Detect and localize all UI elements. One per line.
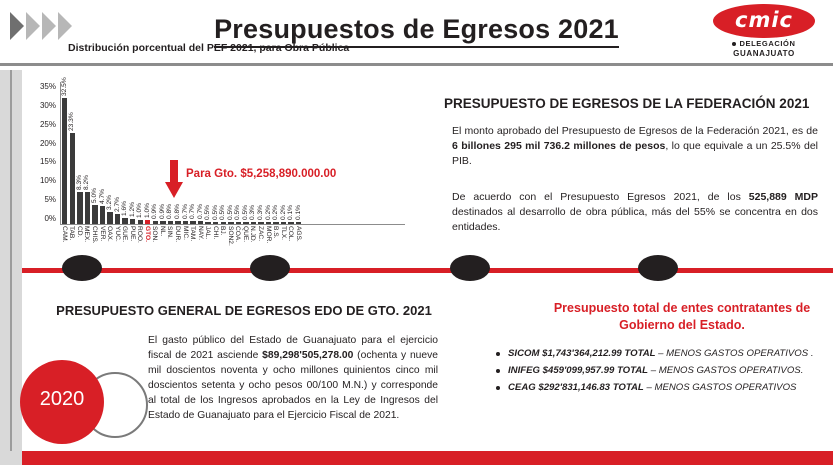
chart-bar-column — [159, 83, 167, 224]
header — [0, 0, 833, 70]
red-arrow-icon — [165, 160, 183, 200]
list-item — [494, 363, 830, 380]
chart-bar-value-label: 0.5% — [234, 204, 242, 220]
chart-x-tick: OAX. — [106, 226, 114, 242]
chart-bar — [190, 221, 195, 224]
chart-x-tick: ROO. — [136, 226, 144, 243]
chart-bar-value-label: 2.7% — [113, 196, 121, 212]
chart-y-tick: 30% — [39, 100, 56, 110]
chart-bar-value-label: 0.7% — [189, 204, 197, 220]
chart-bar-column — [295, 83, 303, 224]
chart-bar-column — [280, 83, 288, 224]
entities-budget-list — [494, 346, 830, 396]
fb-p1-c: , lo que equivale a un 25.5% del PIB. — [452, 139, 819, 167]
chart-bar-column — [250, 83, 258, 224]
chart-bar-value-label: 1.0% — [136, 203, 144, 219]
entities-budget-title: Presupuesto total de entes contratantes de Gobierno del Estado. — [553, 301, 811, 332]
chart-bar — [85, 192, 90, 224]
chart-bar-value-label: 0.3% — [249, 204, 257, 220]
chart-x-tick: BJ. — [219, 226, 227, 236]
chart-x-tick: AGS. — [294, 226, 302, 242]
chart-x-tick: DUR. — [173, 226, 181, 243]
arrow-head — [165, 182, 183, 198]
chart-bar — [107, 212, 112, 224]
chart-bar — [296, 222, 301, 224]
chart-x-tick: COL. — [287, 226, 295, 242]
chart-bar — [77, 192, 82, 224]
chart-x-tick: TAM. — [189, 226, 197, 242]
chart-x-label-column — [241, 225, 249, 271]
chart-x-tick: SIN. — [166, 226, 174, 239]
chart-x-label-column — [158, 225, 166, 271]
chart-bar-column — [76, 83, 84, 224]
list-item — [494, 346, 830, 363]
chart-bar — [243, 222, 248, 224]
logo-subtitle-2: GUANAJUATO — [733, 49, 795, 58]
chart-bar-column — [91, 83, 99, 224]
chart-x-label-column — [188, 225, 196, 271]
chart-bar-value-label: 0.5% — [211, 204, 219, 220]
chart-bar-column — [182, 83, 190, 224]
sb-a: El gasto público del Estado de Guanajuato para el ejercicio fiscal de 2021 asciende — [148, 335, 438, 361]
chart-bar-column — [69, 83, 77, 224]
sb-b: $89,298'505,278.00 — [262, 349, 354, 361]
chart-bar-column — [204, 83, 212, 224]
list-item — [494, 380, 830, 397]
chart-x-tick: B.S. — [272, 226, 280, 239]
chart-bar — [221, 222, 226, 224]
footer-bar-left-cap — [0, 451, 22, 465]
federation-budget-paragraph-2 — [452, 190, 818, 235]
chart-bar-column — [167, 83, 175, 224]
chart-bar-value-label: 0.2% — [272, 204, 280, 220]
chart-bar-value-label: 0.5% — [219, 204, 227, 220]
chart-bar — [205, 222, 210, 224]
chart-bar-value-label: 0.7% — [181, 204, 189, 220]
chart-x-label-column — [135, 225, 143, 271]
chart-bar — [198, 221, 203, 224]
timeline-node — [250, 255, 290, 281]
chart-bar-value-label: 1.0% — [143, 203, 151, 219]
chart-bar — [281, 222, 286, 224]
chart-y-tick: 25% — [39, 119, 56, 129]
chart-bar — [213, 222, 218, 224]
chart-x-tick: TLX. — [279, 226, 287, 240]
chart-x-label-column — [105, 225, 113, 271]
state-budget-paragraph — [148, 334, 438, 424]
chart-x-tick: YUC. — [113, 226, 121, 242]
chart-x-axis-labels — [60, 225, 404, 271]
chart-bar-value-label: 0.3% — [256, 204, 264, 220]
chart-x-tick: NL. — [158, 226, 166, 237]
chart-x-label-column — [151, 225, 159, 271]
chart-bar-column — [174, 83, 182, 224]
chart-x-tick: CHIS. — [90, 226, 98, 244]
chart-bar — [228, 222, 233, 224]
footer-bar — [0, 451, 833, 465]
chart-x-tick: SON2. — [226, 226, 234, 246]
chart-bar-column — [106, 83, 114, 224]
chart-bar — [92, 205, 97, 224]
chart-bar-column — [227, 83, 235, 224]
state-budget-title: PRESUPUESTO GENERAL DE EGRESOS EDO DE GTO. 2021 — [56, 303, 432, 318]
list-item-bold: INIFEG $459'099,957.99 TOTAL — [508, 364, 649, 376]
chart-bar-value-label: 8.3% — [75, 174, 83, 190]
chart-y-tick: 20% — [39, 138, 56, 148]
chart-x-label-column — [196, 225, 204, 271]
left-sidebar-line — [10, 70, 12, 465]
chart-x-tick: MIC. — [181, 226, 189, 240]
chart-bar-column — [212, 83, 220, 224]
chart-x-tick: GTO. — [143, 226, 151, 242]
list-item-rest: – MENOS GASTOS OPERATIVOS . — [655, 348, 814, 359]
chart-x-tick: MEX. — [83, 226, 91, 243]
list-item-rest: – MENOS GASTOS OPERATIVOS. — [648, 364, 804, 376]
timeline-node — [62, 255, 102, 281]
chart-bar-value-label: 0.8% — [173, 203, 181, 219]
logo-subtitle-1-text: DELEGACIÓN — [739, 39, 796, 48]
chart-bar — [266, 222, 271, 224]
chart-bar-value-label: 8.2% — [83, 175, 91, 191]
chart-bar-column — [152, 83, 160, 224]
chart-bar-column — [189, 83, 197, 224]
chart-bar-value-label: 1.2% — [128, 202, 136, 218]
chart-bar-value-label: 0.9% — [151, 203, 159, 219]
chart-y-tick: 15% — [39, 157, 56, 167]
chart-bar-value-label: 0.5% — [204, 204, 212, 220]
federation-budget-paragraph-1 — [452, 124, 818, 169]
chart-bar-column — [235, 83, 243, 224]
chart-bar — [145, 220, 150, 224]
sb-d: y corresponde al total de los Ingresos aprobados en la Ley de Ingresos del Estado de Guanajuato para el Ejercicio Fiscal de 2021. — [148, 379, 438, 421]
logo-subtitle-1 — [699, 39, 829, 48]
chart-bar-value-label: 0.1% — [287, 204, 295, 220]
chart-x-label-column — [181, 225, 189, 271]
chart-x-tick: ZAC. — [256, 226, 264, 242]
chart-x-label-column — [226, 225, 234, 271]
chart-x-tick: GUE. — [121, 226, 129, 243]
chart-bar — [175, 221, 180, 224]
chart-bar — [168, 221, 173, 224]
chart-x-label-column — [143, 225, 151, 271]
chart-bar-column — [219, 83, 227, 224]
chart-bar-value-label: 0.5% — [241, 204, 249, 220]
fb-p2-a: De acuerdo con el Presupuesto Egresos 2021, de los — [452, 191, 749, 203]
chart-y-axis — [26, 82, 58, 224]
chart-x-tick: VER. — [98, 226, 106, 242]
bullet-dot-icon — [732, 42, 736, 46]
chart-x-tick: PUE. — [128, 226, 136, 242]
chart-x-tick: TAB. — [68, 226, 76, 241]
chart-x-tick: COA. — [234, 226, 242, 243]
chart-bar-value-label: 0.1% — [294, 204, 302, 220]
chart-caption: Distribución porcentual del PEF 2021, para Obra Pública — [68, 42, 350, 54]
chart-bar — [273, 222, 278, 224]
chart-bar — [115, 214, 120, 224]
fb-p2-b: 525,889 MDP — [748, 191, 818, 203]
arrow-stem — [170, 160, 178, 184]
chart-bar-value-label: 0.5% — [226, 204, 234, 220]
chart-x-tick: CD. — [75, 226, 83, 238]
chart-bar-column — [257, 83, 265, 224]
timeline-bar — [22, 268, 833, 273]
chart-bar — [183, 221, 188, 224]
chart-bar — [100, 206, 105, 224]
chart-bar — [138, 220, 143, 224]
chart-bar — [122, 218, 127, 224]
page-title-text: Presupuestos de Egresos 2021 — [214, 14, 619, 48]
chart-bar-column — [60, 77, 69, 224]
chart-bar-column — [287, 83, 295, 224]
federation-budget-title: PRESUPUESTO DE EGRESOS DE LA FEDERACIÓN 2021 — [444, 96, 810, 111]
chart-y-tick: 0% — [44, 214, 56, 223]
chart-x-tick: CAM. — [60, 226, 68, 243]
chart-y-tick: 5% — [44, 195, 56, 205]
chart-x-tick: N.JD. — [249, 226, 257, 243]
chart-bar-value-label: 0.2% — [264, 204, 272, 220]
fb-p1-b: 6 billones 295 mil 736.2 millones de pesos — [452, 139, 666, 152]
chart-bar-value-label: 1.6% — [121, 200, 129, 216]
chart-x-label-column — [234, 225, 242, 271]
chart-x-label-column — [218, 225, 226, 271]
chart-x-label-column — [211, 225, 219, 271]
chart-x-tick: JAL. — [204, 226, 212, 240]
chart-bar-column — [272, 83, 280, 224]
logo-brand-text: cmic — [735, 8, 793, 32]
chart-bar — [70, 133, 75, 224]
pef-distribution-chart — [26, 77, 406, 252]
chart-bar — [236, 222, 241, 224]
timeline-node — [450, 255, 490, 281]
chart-bar-value-label: 0.7% — [196, 204, 204, 220]
chart-x-tick: SON. — [151, 226, 159, 243]
chart-x-tick: CHI. — [211, 226, 219, 240]
chart-bar — [130, 219, 135, 224]
chart-x-label-column — [166, 225, 174, 271]
chart-x-tick: MOR. — [264, 226, 272, 244]
chart-x-label-column — [173, 225, 181, 271]
chart-bar — [258, 222, 263, 224]
chart-bar-column — [144, 83, 152, 224]
chart-y-tick: 10% — [39, 176, 56, 186]
timeline-node — [638, 255, 678, 281]
sb-c: (ochenta y nueve mil doscientos noventa y ocho millones quinientos cinco mil doscientos setenta y ocho pesos 00/100 M.N.) — [148, 349, 439, 391]
chart-bar-column — [197, 83, 205, 224]
chart-bar-value-label: 0.8% — [166, 203, 174, 219]
chart-bar-value-label: 5.0% — [90, 187, 98, 203]
logo-oval-shape — [713, 4, 815, 38]
chart-bar-value-label: 0.2% — [279, 204, 287, 220]
year-badge-label: 2020 — [39, 388, 85, 410]
chart-x-label-column — [113, 225, 121, 271]
list-item-bold: SICOM $1,743'364,212.99 TOTAL — [508, 348, 656, 359]
chart-x-tick: NAY. — [196, 226, 204, 241]
chart-bar — [160, 221, 165, 224]
chart-bar-column — [265, 83, 273, 224]
fb-p2-c: destinados al desarrollo de obra pública, más del 55% se concentra en dos entidades. — [452, 205, 818, 233]
chart-x-label-column — [120, 225, 128, 271]
list-item-rest: – MENOS GASTOS OPERATIVOS — [643, 381, 797, 393]
chart-bar-value-label: 32.5% — [60, 77, 68, 96]
chart-x-label-column — [294, 225, 302, 271]
chart-bars — [60, 77, 405, 224]
list-item-bold: CEAG $292'831,146.83 TOTAL — [508, 381, 644, 393]
header-divider — [0, 63, 833, 66]
chart-x-label-column — [128, 225, 136, 271]
chart-bar-column — [242, 83, 250, 224]
chart-bar — [251, 222, 256, 224]
gto-budget-callout: Para Gto. $5,258,890.000.00 — [186, 168, 337, 180]
chart-bar — [62, 98, 67, 224]
chart-bar-column — [121, 83, 129, 224]
chart-bar — [153, 221, 158, 224]
chart-bar — [288, 222, 293, 224]
chart-plot-area — [60, 77, 405, 225]
cmic-logo — [699, 2, 827, 64]
chart-bar-value-label: 4.7% — [98, 188, 106, 204]
chart-bar-value-label: 0.9% — [158, 203, 166, 219]
chart-x-tick: QUE. — [241, 226, 249, 243]
chart-bar-column — [136, 83, 144, 224]
chart-bar-value-label: 3.2% — [106, 194, 114, 210]
chart-x-label-column — [203, 225, 211, 271]
chart-y-tick: 35% — [39, 82, 56, 91]
chart-bar-value-label: 23.3% — [68, 112, 76, 132]
fb-p1-a: El monto aprobado del Presupuesto de Egresos de la Federación 2021, es de — [452, 125, 818, 137]
